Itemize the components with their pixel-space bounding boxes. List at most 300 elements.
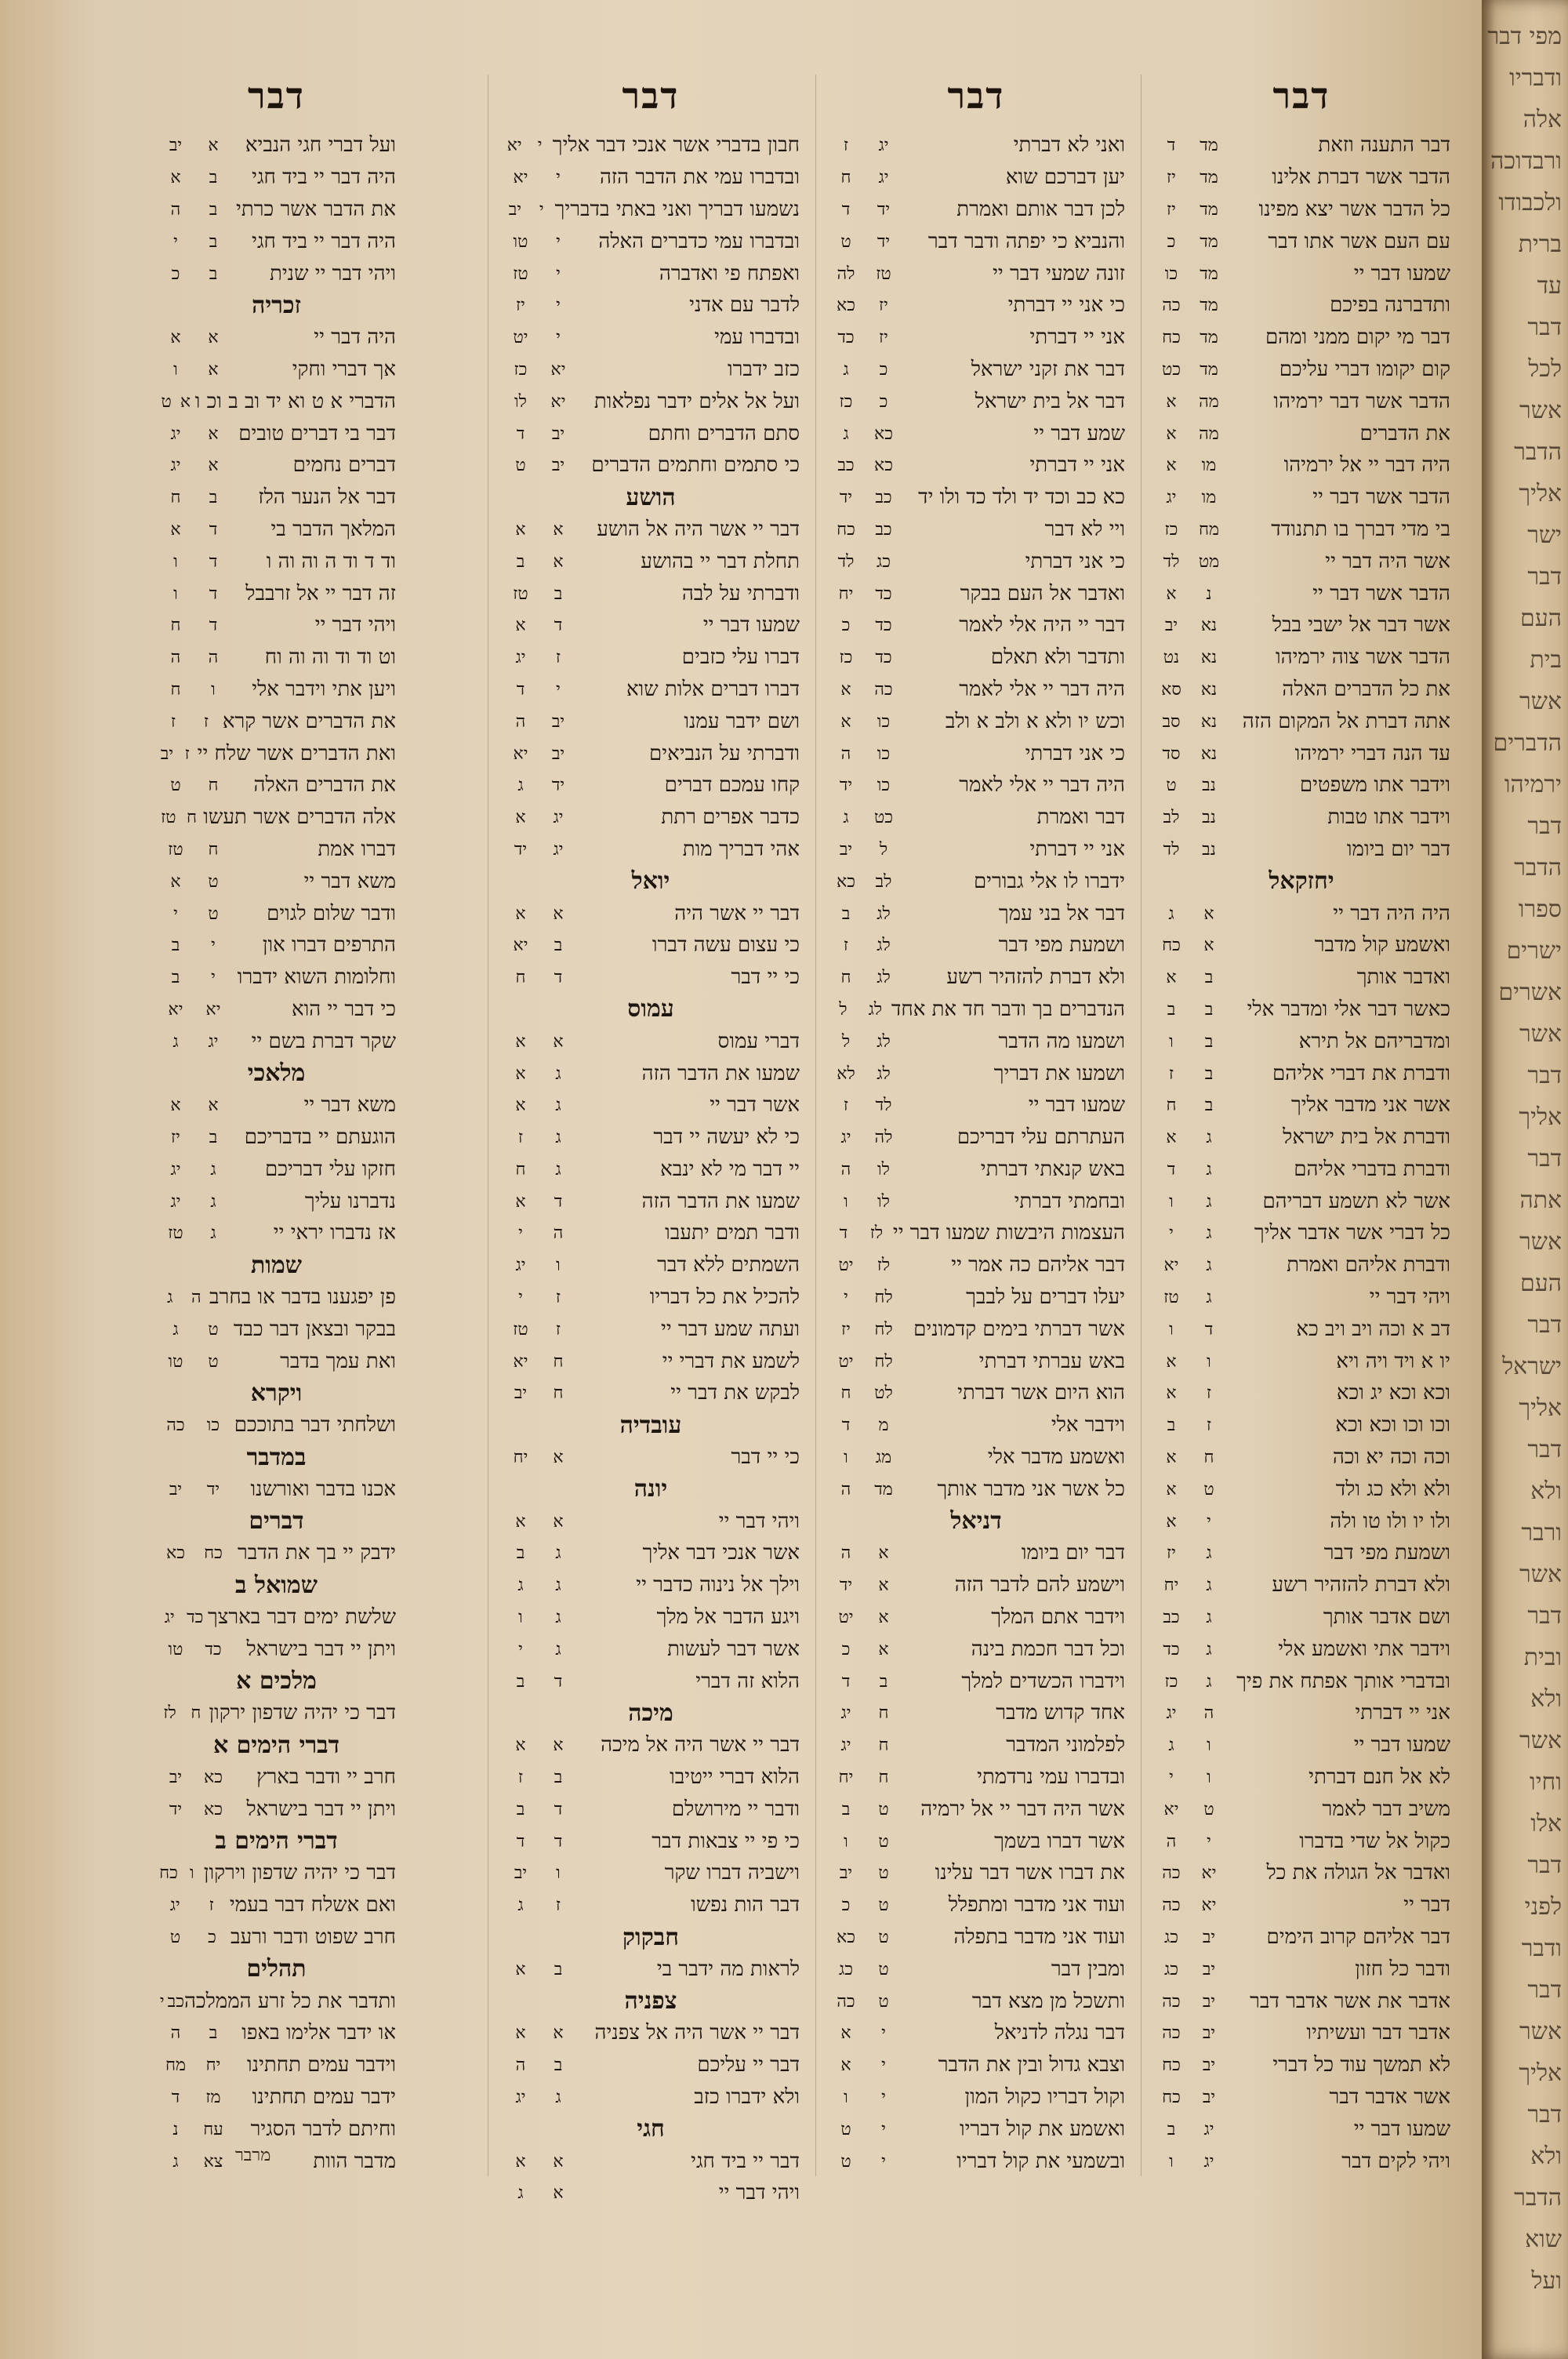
- chapter-ref: כב: [875, 519, 892, 540]
- chapter-ref: א: [878, 1639, 889, 1659]
- entry-text: שמעו את הדבר הזה: [641, 1061, 800, 1085]
- concordance-entry: [827, 1089, 1125, 1121]
- verse-ref: א: [1166, 1448, 1177, 1468]
- chapter-ref: א: [553, 519, 564, 540]
- concordance-entry: [502, 1761, 800, 1794]
- verse-ref: ד: [841, 199, 851, 220]
- entry-text: ויגע הדבר אל מלך: [656, 1605, 800, 1630]
- verse-ref: כז: [1164, 519, 1178, 540]
- chapter-ref: י: [537, 136, 543, 156]
- concordance-entry: [157, 929, 396, 961]
- concordance-entry: [1152, 1441, 1450, 1474]
- concordance-entry: [1152, 225, 1450, 257]
- gutter-fragment: לכל: [1528, 355, 1562, 383]
- entry-text: דבר יום ביומו: [1346, 837, 1450, 861]
- verse-ref: יב: [169, 136, 183, 156]
- concordance-entry: [1152, 1601, 1450, 1634]
- chapter-ref: נב: [1202, 839, 1216, 860]
- verse-ref: ה: [515, 2055, 526, 2076]
- entry-text: ויהי דבר יי שנית: [269, 261, 396, 285]
- verse-ref: נט: [1163, 648, 1180, 668]
- concordance-entry: [157, 2113, 396, 2145]
- entry-text: ידברו לו אלי גבורים: [973, 869, 1125, 893]
- verse-ref: א: [515, 2023, 526, 2044]
- entry-text: השמתים ללא דבר: [657, 1253, 800, 1278]
- book-section-heading: [502, 1473, 800, 1505]
- section-title: דברי הימים א: [212, 1731, 340, 1759]
- chapter-ref: ג: [555, 1128, 561, 1148]
- concordance-entry: [502, 1377, 800, 1409]
- gutter-fragment: ולא: [1530, 1685, 1562, 1713]
- column-divider: [815, 75, 816, 2176]
- verse-ref: ט: [169, 1928, 181, 1948]
- concordance-entry: [827, 162, 1125, 194]
- concordance-entry: [827, 1633, 1125, 1665]
- verse-ref: ד: [1167, 136, 1176, 156]
- verse-ref: ג: [843, 423, 849, 444]
- chapter-ref: ו: [556, 1863, 561, 1884]
- gutter-fragment: עד: [1537, 272, 1562, 300]
- concordance-entry: [1152, 834, 1450, 866]
- verse-ref: לד: [837, 551, 855, 572]
- entry-text: חרב יי ודבר בארץ: [256, 1765, 396, 1790]
- concordance-entry: [827, 1025, 1125, 1057]
- chapter-ref: יא: [205, 999, 221, 1020]
- entry-text: המלאך הדבר בי: [270, 517, 396, 541]
- verse-ref: כח: [1162, 2055, 1181, 2076]
- concordance-entry: [157, 1633, 396, 1665]
- chapter-ref: יג: [878, 136, 889, 156]
- entry-text: היה דבר יי ביד חגי: [252, 229, 396, 253]
- concordance-entry: [1152, 1857, 1450, 1889]
- verse-ref: ד: [516, 1831, 525, 1852]
- concordance-entry: [1152, 1889, 1450, 1921]
- concordance-entry: [1152, 1377, 1450, 1409]
- chapter-ref: יא: [1201, 1896, 1217, 1916]
- verse-ref: ג: [843, 808, 849, 828]
- verse-ref: סב: [1162, 711, 1181, 732]
- verse-ref: ח: [1166, 1096, 1177, 1116]
- verse-ref: לז: [163, 1703, 176, 1724]
- entry-text: דברו דברים אלות שוא: [626, 677, 800, 701]
- verse-ref: א: [515, 1031, 526, 1052]
- verse-ref: ו: [518, 1608, 523, 1628]
- verse-ref: ו: [173, 551, 178, 572]
- entry-text: העצמות היבשות שמעו דבר יי: [892, 1221, 1125, 1245]
- verse-ref: יא: [1163, 1256, 1179, 1276]
- entry-text: את הדברים אשר קרא: [222, 709, 396, 733]
- gutter-fragment: ודבר: [1521, 1935, 1562, 1962]
- entry-text: ואשמע את קול דבריו: [959, 2117, 1125, 2141]
- section-title: חגי: [637, 2115, 665, 2143]
- entry-text: ואשמע מדבר אלי: [987, 1445, 1125, 1470]
- verse-ref: יז: [841, 1319, 851, 1339]
- verse-ref: כ: [841, 1639, 851, 1659]
- entry-text: אשר אנכי דבר אליך: [642, 1541, 800, 1565]
- concordance-entry: [1152, 674, 1450, 706]
- chapter-ref: ג: [1206, 1543, 1212, 1564]
- concordance-column-2: [827, 75, 1125, 2176]
- entry-text: דבר יי אשר היה: [674, 901, 800, 925]
- entry-text: חרב שפוט ודבר ורעב: [230, 1925, 396, 1950]
- chapter-ref: לד: [875, 1096, 892, 1116]
- entry-text: הוגעתם יי בדבריכם: [244, 1125, 396, 1150]
- concordance-entry: [1152, 609, 1450, 642]
- chapter-ref: ט: [878, 1991, 889, 2012]
- verse-ref: לה: [837, 264, 855, 284]
- entry-text: אשר דבר אל ישבי בבל: [1272, 613, 1450, 638]
- concordance-entry: [827, 2017, 1125, 2049]
- gutter-fragment: הדבר: [1514, 2184, 1562, 2212]
- concordance-entry: [157, 1313, 396, 1345]
- verse-ref: ו: [173, 359, 178, 380]
- entry-text: ויהי לקים דבר: [1341, 2149, 1450, 2173]
- chapter-ref: ד: [554, 1191, 563, 1212]
- verse-ref: א: [515, 1959, 526, 1979]
- chapter-ref: ט: [1203, 1479, 1214, 1499]
- verse-ref: י: [1169, 1223, 1174, 1244]
- verse-ref: ט: [1166, 776, 1177, 796]
- concordance-entry: [502, 1729, 800, 1761]
- concordance-entry: [157, 385, 396, 417]
- concordance-entry: [157, 1185, 396, 1217]
- chapter-ref: יז: [879, 296, 888, 316]
- verse-ref: ה: [840, 1479, 851, 1499]
- verse-ref: ח: [170, 616, 181, 636]
- concordance-entry: [502, 1537, 800, 1569]
- verse-ref: ו: [844, 2088, 848, 2107]
- concordance-entry: [157, 162, 396, 194]
- gutter-fragment: ישראל: [1502, 1353, 1562, 1380]
- concordance-entry: [1152, 2017, 1450, 2049]
- entry-text: וחלומות השוא ידברו: [237, 965, 396, 990]
- entry-text: ושם אדבר אותך: [1323, 1605, 1450, 1630]
- chapter-ref: א: [553, 2183, 564, 2204]
- entry-text: ובדברו עמי את הדבר הזה: [599, 165, 800, 190]
- chapter-ref: ג: [555, 1063, 561, 1084]
- entry-text: וישמע להם לדבר הזה: [954, 1573, 1125, 1598]
- entry-text: וידברו הכשדים למלך: [961, 1669, 1125, 1693]
- chapter-ref: מט: [1198, 551, 1220, 572]
- entry-text: וילך אל נינוה כדבר יי: [636, 1573, 800, 1598]
- entry-text: באש עברתי דברתי: [978, 1349, 1125, 1373]
- concordance-entry: [827, 801, 1125, 834]
- verse-ref: א: [840, 2023, 851, 2044]
- entry-text: ואם אשלח דבר בעמי: [229, 1893, 396, 1917]
- entry-text: וט וד וד וה וה וח: [264, 645, 396, 670]
- chapter-ref: י: [211, 968, 216, 988]
- chapter-ref: מד: [1200, 264, 1218, 284]
- concordance-entry: [502, 609, 800, 642]
- entry-text: את הדבר אשר כרתי: [236, 197, 396, 221]
- entry-text: את כל הדברים האלה: [1282, 677, 1450, 701]
- verse-ref: ב: [841, 1799, 851, 1819]
- concordance-entry: [157, 1697, 396, 1729]
- verse-ref: יח: [513, 1448, 528, 1468]
- verse-ref: יג: [515, 2088, 526, 2107]
- entry-text: והנביא כי יפתה ודבר דבר: [927, 229, 1125, 253]
- chapter-ref: ג: [1206, 1159, 1212, 1180]
- chapter-ref: עח: [203, 2119, 223, 2139]
- concordance-entry: [1152, 1569, 1450, 1601]
- chapter-ref: נא: [1200, 679, 1218, 700]
- book-section-heading: [157, 1377, 396, 1409]
- chapter-ref: ז: [555, 648, 561, 668]
- gutter-fragment: אשר: [1519, 1020, 1562, 1048]
- verse-ref: כה: [1162, 1863, 1181, 1884]
- entry-text: דבר יי אשר היה אל הושע: [597, 517, 800, 541]
- gutter-fragment: העם: [1520, 1270, 1562, 1297]
- concordance-entry: [827, 1313, 1125, 1345]
- verse-ref: י: [173, 231, 178, 252]
- entry-text: כי סתמים וחתמים הדברים: [591, 453, 800, 478]
- concordance-entry: [502, 1249, 800, 1281]
- entry-text: וד ד וד ה וה וה ו: [266, 549, 396, 573]
- verse-ref: ה: [840, 1543, 851, 1564]
- chapter-ref: כט: [873, 808, 894, 828]
- gutter-fragment: אליך: [1519, 1394, 1562, 1422]
- entry-text: שמעו דבר יי: [1353, 1733, 1450, 1757]
- chapter-ref: א: [878, 1543, 889, 1564]
- concordance-entry: [157, 417, 396, 449]
- entry-text: כי יי דבר: [731, 965, 800, 990]
- verse-ref: ב: [1167, 999, 1176, 1020]
- verse-ref: א: [170, 519, 181, 540]
- entry-text: אחד קדוש מדבר: [996, 1701, 1125, 1725]
- concordance-entry: [502, 1601, 800, 1634]
- concordance-entry: [502, 385, 800, 417]
- section-title: ויקרא: [250, 1379, 303, 1407]
- chapter-ref: ג: [210, 1159, 216, 1180]
- chapter-ref: יב: [551, 743, 565, 764]
- gutter-fragment: ירמיהו: [1504, 771, 1562, 798]
- verse-ref: יג: [515, 648, 526, 668]
- concordance-entry: [157, 129, 396, 162]
- verse-ref: א: [840, 2055, 851, 2076]
- concordance-entry: [157, 1217, 396, 1249]
- concordance-entry: [157, 897, 396, 929]
- verse-ref: יז: [1167, 199, 1176, 220]
- gutter-fragment: לפני: [1524, 1893, 1562, 1921]
- verse-ref: יד: [839, 1576, 853, 1596]
- verse-ref: ט: [161, 391, 172, 412]
- chapter-ref: י: [556, 679, 561, 700]
- entry-text: וכש יו ולא א ולב א ולב: [945, 709, 1125, 733]
- concordance-entry: [1152, 194, 1450, 226]
- verse-ref: ה: [515, 711, 526, 732]
- chapter-ref: ג: [555, 1543, 561, 1564]
- entry-text: אשר דברתי בימים קדמונים: [913, 1317, 1125, 1341]
- entry-text: דבר אל בית ישראל: [975, 389, 1125, 413]
- verse-ref: יב: [508, 199, 522, 220]
- section-title: דברים: [249, 1507, 304, 1536]
- chapter-ref: ח: [208, 839, 219, 860]
- verse-ref: כח: [1162, 328, 1181, 348]
- concordance-entry: [1152, 1537, 1450, 1569]
- verse-ref: יג: [164, 1608, 175, 1628]
- chapter-ref: כא: [874, 423, 893, 444]
- concordance-entry: [502, 737, 800, 769]
- entry-text: דברו עלי כזבים: [681, 645, 800, 670]
- column-header: דבר: [248, 75, 305, 117]
- concordance-entry: [157, 1601, 396, 1634]
- verse-ref: ב: [1167, 1416, 1176, 1436]
- verse-ref: א: [515, 616, 526, 636]
- entry-text: הלוא זה דברי: [695, 1669, 800, 1693]
- concordance-entry: [157, 609, 396, 642]
- entry-text: כי עצום עשה דברו: [652, 933, 800, 958]
- chapter-ref: י: [556, 264, 561, 284]
- concordance-entry: [502, 801, 800, 834]
- gutter-fragment: דבר: [1527, 1145, 1562, 1172]
- entry-text: כי דבר יי הוא: [292, 997, 396, 1021]
- concordance-entry: [1152, 1793, 1450, 1825]
- entry-text: הדבר אשר דברת אלינו: [1272, 165, 1450, 190]
- entry-text: ותדברנה בפיכם: [1330, 293, 1450, 318]
- concordance-entry: [157, 994, 396, 1026]
- verse-ref: ז: [517, 1128, 524, 1148]
- verse-ref: טז: [168, 1223, 183, 1244]
- entry-text: וידבר אתו טבות: [1327, 805, 1450, 830]
- verse-ref: י: [159, 1991, 165, 2012]
- gutter-fragment: אשר: [1519, 2018, 1562, 2045]
- chapter-ref: לג: [877, 1031, 891, 1052]
- entry-text: הוא היום אשר דברתי: [957, 1381, 1125, 1405]
- verse-ref: יג: [170, 1159, 181, 1180]
- chapter-ref: לח: [874, 1319, 893, 1339]
- gutter-fragment: דבר: [1527, 1852, 1562, 1879]
- chapter-ref: ט: [878, 1928, 889, 1948]
- concordance-entry: [1152, 769, 1450, 801]
- concordance-entry: [1152, 929, 1450, 961]
- entry-text: אתה דברת אל המקום הזה: [1242, 709, 1450, 733]
- chapter-ref: ח: [1203, 1448, 1214, 1468]
- concordance-entry: [827, 1249, 1125, 1281]
- concordance-entry: [827, 257, 1125, 289]
- gutter-fragment: דבר: [1527, 1602, 1562, 1630]
- chapter-ref: מו: [1201, 456, 1217, 476]
- entry-text: דבר ואמרת: [1036, 805, 1125, 830]
- entry-text: ולא דברת להזהיר רשע: [946, 965, 1125, 990]
- entry-text: דבר התענה וזאת: [1318, 133, 1450, 158]
- verse-ref: א: [515, 903, 526, 924]
- entry-text: ובחמתי דברתי: [1014, 1189, 1125, 1213]
- entry-text: וידבר אתם המלך: [991, 1605, 1125, 1630]
- gutter-fragment: ישר: [1527, 522, 1562, 549]
- concordance-entry: [827, 1889, 1125, 1921]
- entry-text: ולא ידברו כזב: [694, 2085, 800, 2109]
- verse-ref: לו: [514, 391, 527, 412]
- verse-ref: ד: [841, 1416, 851, 1436]
- entry-text: כי לא יעשה יי דבר: [653, 1125, 800, 1150]
- gutter-fragment: מפי דבר: [1487, 23, 1562, 50]
- verse-ref: ה: [840, 1159, 851, 1180]
- concordance-entry: [502, 1313, 800, 1345]
- entry-text: ושמעת מפי דבר: [998, 933, 1125, 958]
- chapter-ref: ב: [209, 199, 218, 220]
- verse-ref: כא: [837, 1928, 855, 1948]
- chapter-ref: נא: [1200, 711, 1218, 732]
- chapter-ref: לט: [874, 1383, 893, 1404]
- concordance-entry: [157, 801, 396, 834]
- section-title: יונה: [633, 1475, 668, 1503]
- gutter-fragment: אשר: [1519, 688, 1562, 715]
- entry-text: לשמע את דברי יי: [662, 1349, 800, 1373]
- entry-text: כי אני דברתי: [1025, 741, 1125, 765]
- entry-text: וכא וכא יג וכא: [1336, 1381, 1450, 1405]
- verse-ref: ד: [839, 1223, 848, 1244]
- concordance-entry: [157, 482, 396, 514]
- verse-ref: א: [1166, 1383, 1177, 1404]
- concordance-entry: [827, 769, 1125, 801]
- chapter-ref: ד: [554, 1831, 563, 1852]
- chapter-ref: מז: [205, 2088, 221, 2107]
- entry-text: דבר יי אשר היה אל צפניה: [594, 2021, 800, 2045]
- verse-ref: כא: [837, 871, 855, 892]
- entry-text: הנדברים בך ודבר חד את אחד: [891, 997, 1125, 1021]
- section-title: חבקוק: [622, 1923, 679, 1951]
- verse-ref: א: [1166, 1511, 1177, 1532]
- verse-ref: א: [170, 1096, 181, 1116]
- verse-ref: ג: [517, 1576, 524, 1596]
- concordance-entry: [1152, 1345, 1450, 1377]
- concordance-entry: [827, 1569, 1125, 1601]
- concordance-entry: [1152, 322, 1450, 354]
- concordance-entry: [157, 194, 396, 226]
- entry-text: ואדבר אותך: [1356, 965, 1450, 990]
- entry-text: ויתן יי דבר בישראל: [246, 1637, 396, 1661]
- concordance-entry: [502, 1185, 800, 1217]
- chapter-ref: א: [208, 423, 219, 444]
- entry-text: קום יקומו דברי עליכם: [1279, 357, 1450, 381]
- entry-text: אני יי דברתי: [1029, 837, 1125, 861]
- concordance-entry: [157, 545, 396, 577]
- chapter-ref: נא: [1200, 648, 1218, 668]
- chapter-ref: כג: [876, 551, 891, 572]
- entry-text: לכן דבר אותם ואמרת: [956, 197, 1125, 221]
- gutter-fragment: דבר: [1527, 1436, 1562, 1463]
- verse-ref: כה: [1162, 2023, 1181, 2044]
- section-title: מלכים א: [236, 1667, 317, 1696]
- book-section-heading: [827, 1505, 1125, 1537]
- book-section-heading: [502, 1697, 800, 1729]
- verse-ref: ח: [515, 968, 526, 988]
- book-section-heading: [157, 1249, 396, 1281]
- gutter-fragment: הדבר: [1514, 438, 1562, 466]
- concordance-entry: [827, 1953, 1125, 1985]
- chapter-ref: א: [553, 2151, 564, 2172]
- entry-text: ותדבר ולא תאלם: [990, 645, 1125, 670]
- gutter-fragment: וחיו: [1530, 1768, 1562, 1796]
- concordance-entry: [502, 2049, 800, 2081]
- entry-text: ויתן יי דבר בישראל: [246, 1797, 396, 1821]
- gutter-fragment: ספרו: [1518, 896, 1562, 923]
- chapter-ref: ו: [1207, 1736, 1211, 1756]
- entry-text: ודברת אל בית ישראל: [1283, 1125, 1450, 1150]
- verse-ref: ו: [173, 583, 178, 604]
- verse-ref: ג: [1168, 903, 1174, 924]
- gutter-fragment: דבר: [1527, 812, 1562, 840]
- concordance-entry: [827, 1793, 1125, 1825]
- concordance-entry: [827, 1857, 1125, 1889]
- chapter-ref: ב: [554, 936, 563, 956]
- verse-ref: א: [515, 1191, 526, 1212]
- concordance-entry: [157, 674, 396, 706]
- entry-text: וכה וכה יא וכה: [1332, 1445, 1450, 1470]
- entry-text: הלוא דברי ייטיבו: [670, 1765, 800, 1790]
- chapter-ref: י: [881, 2119, 886, 2139]
- verse-ref: טז: [1163, 1288, 1179, 1308]
